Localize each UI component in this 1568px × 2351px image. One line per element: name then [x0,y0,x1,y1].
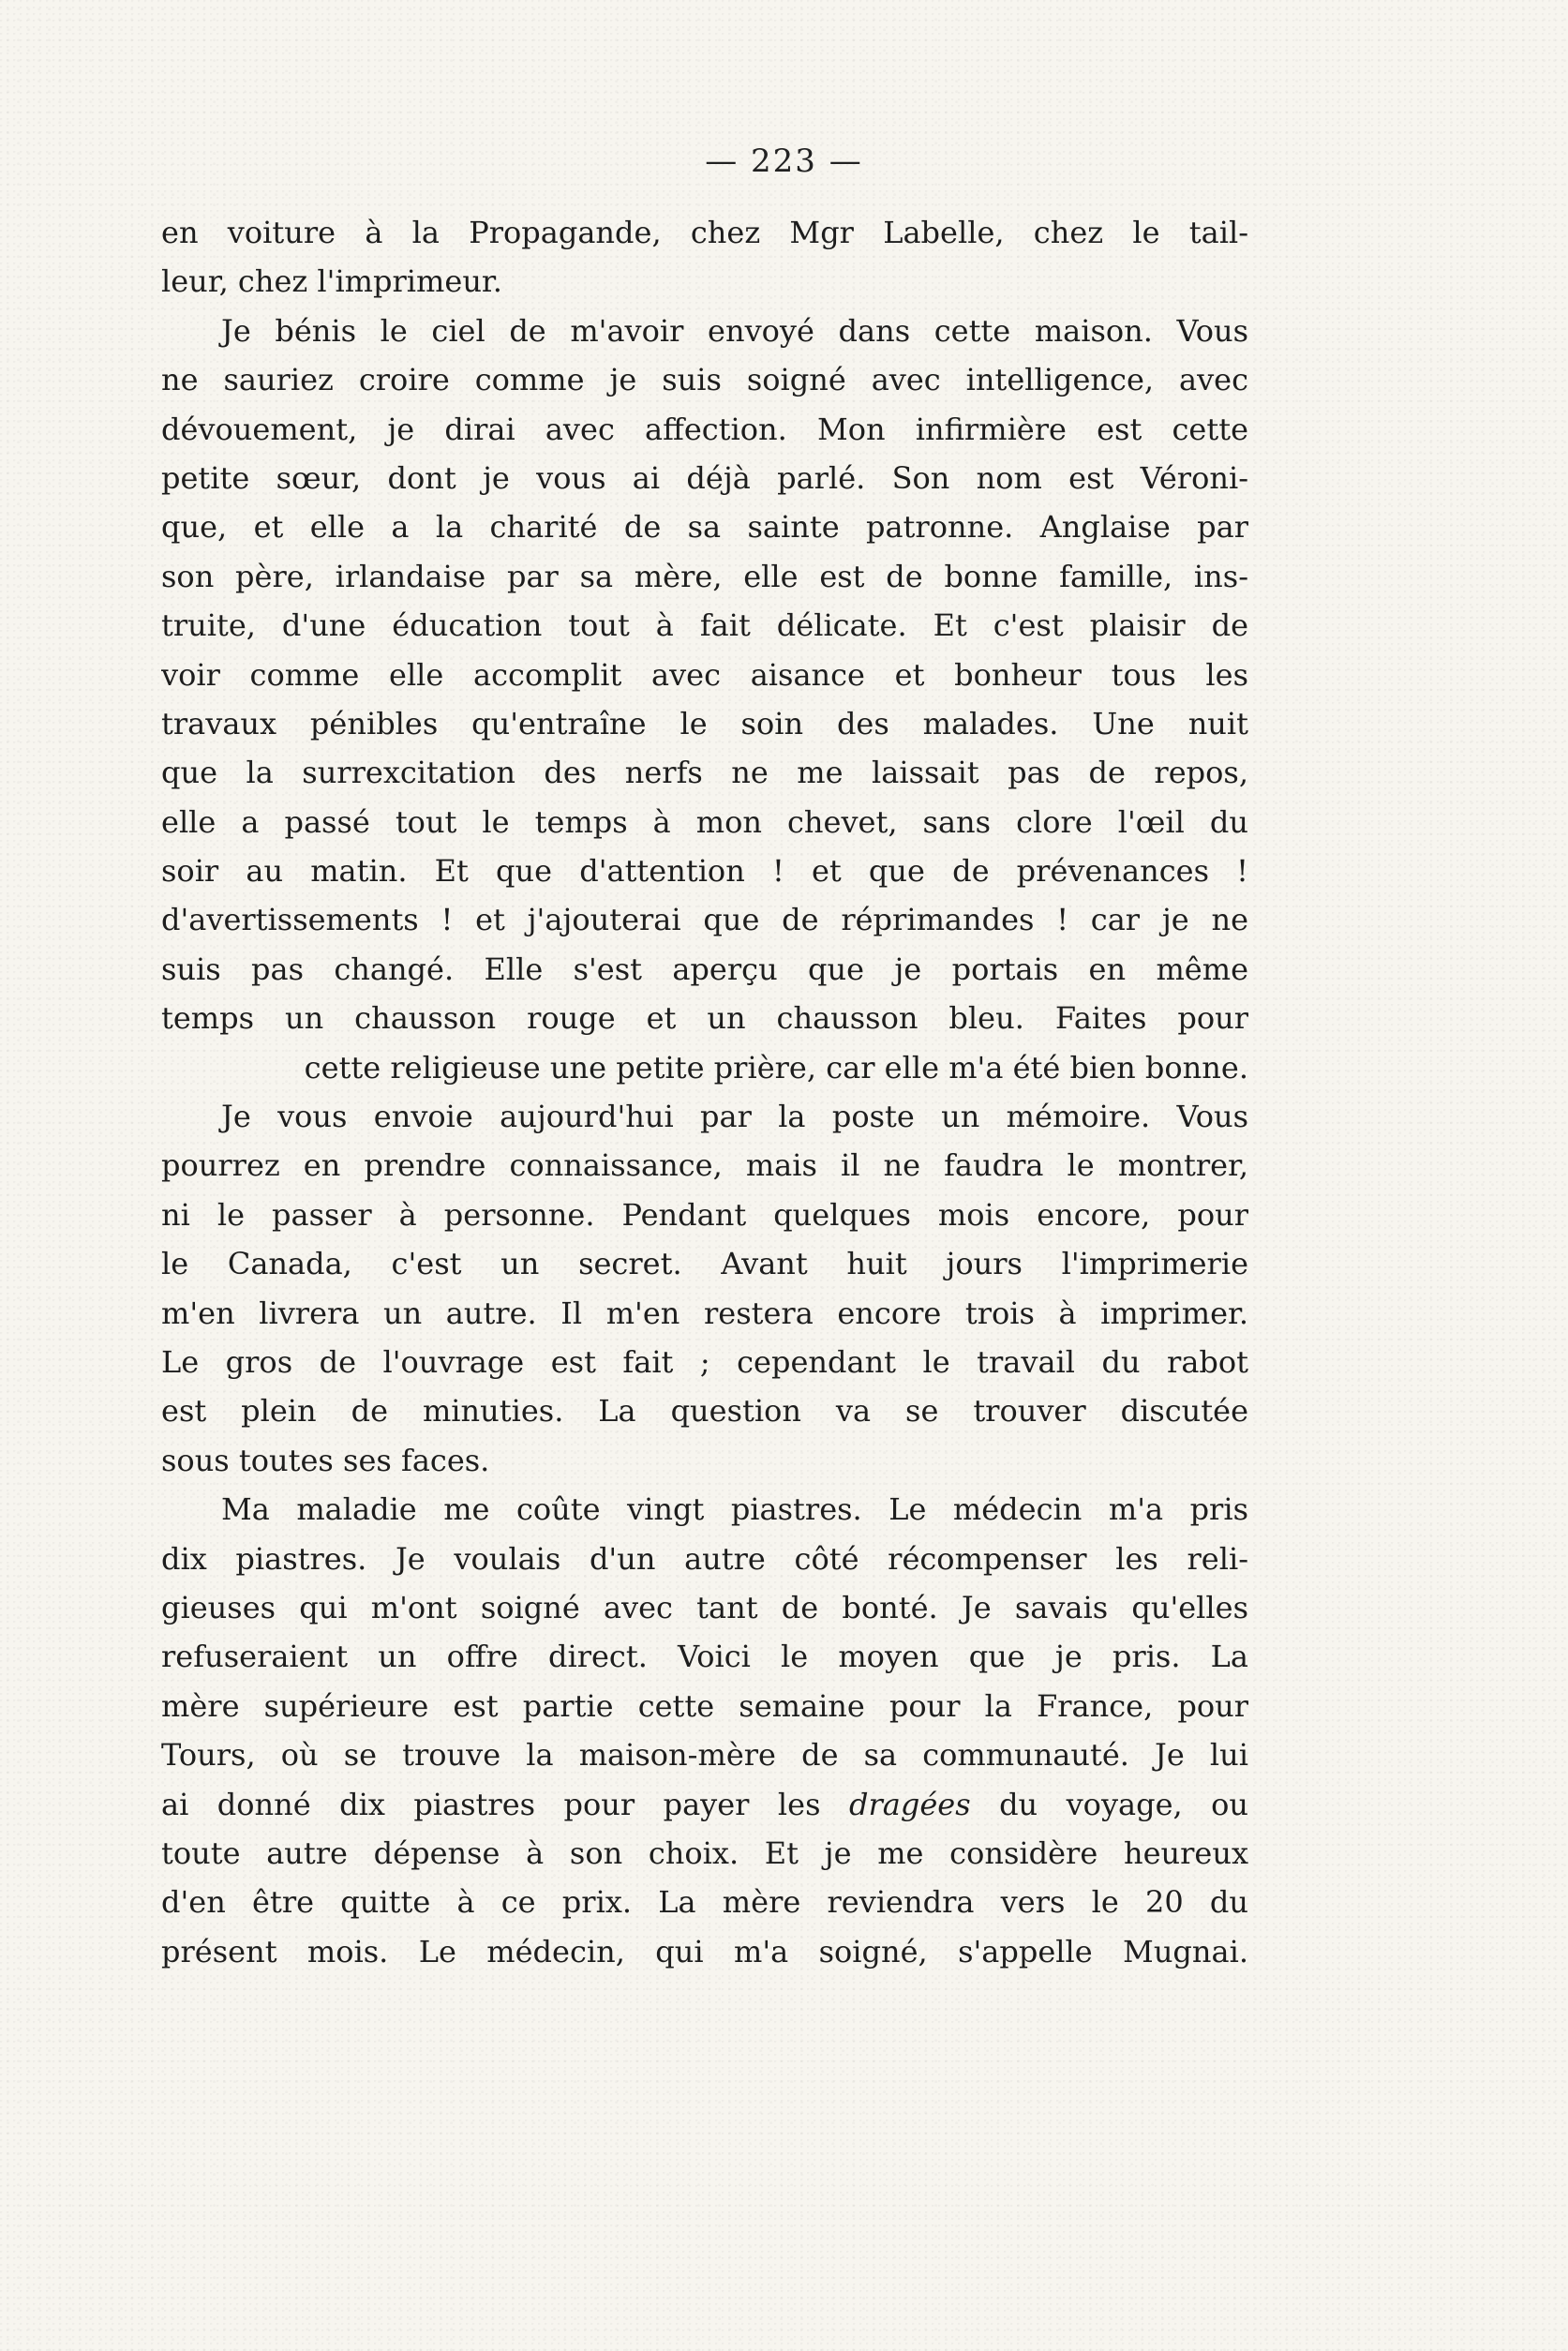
text-line: truite, d'une éducation tout à fait délicate. Et c'est plaisir de [161,607,1248,644]
paragraph-1 [161,208,1248,307]
text-line: présent mois. Le médecin, qui m'a soigné, s'appelle Mugnai. [161,1933,1248,1969]
text-line: petite sœur, dont je vous ai déjà parlé. Son nom est Véroni- [161,459,1248,496]
text-line: d'avertissements ! et j'ajouterai que de réprimandes ! car je ne [161,902,1248,938]
text-line: mère supérieure est partie cette semaine pour la France, pour [161,1687,1248,1724]
text-line: cette religieuse une petite prière, car elle m'a été bien bonne. [304,1049,1248,1086]
text-line: soir au matin. Et que d'attention ! et que de prévenances ! [161,853,1248,890]
text-line: en voiture à la Propagande, chez Mgr Labelle, chez le tail- [161,215,1248,250]
text-line: m'en livrera un autre. Il m'en restera encore trois à imprimer. [161,1295,1248,1331]
text-line: suis pas changé. Elle s'est aperçu que je portais en même [161,951,1248,987]
text-line: Le gros de l'ouvrage est fait ; cependant le travail du rabot [161,1343,1248,1380]
text-line: travaux pénibles qu'entraîne le soin des malades. Une nuit [161,705,1248,741]
text-line: voir comme elle accomplit avec aisance et bonheur tous les [161,656,1248,693]
text-line: toute autre dépense à son choix. Et je me considère heureux [161,1834,1248,1871]
text-line: leur, chez l'imprimeur. [161,263,502,300]
body-text [161,208,1248,1976]
text-line: dévouement, je dirai avec affection. Mon infirmière est cette [161,411,1248,447]
text-line: ne sauriez croire comme je suis soigné avec intelligence, avec [161,362,1248,398]
page-number: — 223 — [705,142,863,180]
paragraph-4 [161,1485,1248,1976]
text-line: le Canada, c'est un secret. Avant huit jours l'imprimerie [161,1246,1248,1282]
text-line: son père, irlandaise par sa mère, elle est de bonne famille, ins- [161,558,1248,594]
italic-word: dragées [848,1786,971,1822]
text-line: pourrez en prendre connaissance, mais il ne faudra le montrer, [161,1147,1248,1184]
text-line: sous toutes ses faces. [161,1442,490,1478]
text-line: que la surrexcitation des nerfs ne me laissait pas de repos, [161,755,1248,791]
text-line: elle a passé tout le temps à mon chevet, sans clore l'œil du [161,803,1248,840]
paragraph-3 [161,1092,1248,1485]
text-line: d'en être quitte à ce prix. La mère reviendra vers le 20 du [161,1884,1248,1921]
text-line: Je bénis le ciel de m'avoir envoyé dans cette maison. Vous [221,312,1248,349]
text-line: temps un chausson rouge et un chausson bleu. Faites pour [161,1000,1248,1037]
text-line-with-italic [161,1780,1248,1829]
paragraph-2 [161,307,1248,1092]
text-line: refuseraient un offre direct. Voici le moyen que je pris. La [161,1639,1248,1675]
text-line: dix piastres. Je voulais d'un autre côté récompenser les reli- [161,1540,1248,1577]
text-line: ni le passer à personne. Pendant quelques mois encore, pour [161,1196,1248,1233]
text-line: est plein de minuties. La question va se trouver discutée [161,1393,1248,1430]
text-line: gieuses qui m'ont soigné avec tant de bonté. Je savais qu'elles [161,1589,1248,1625]
text-line: Ma maladie me coûte vingt piastres. Le médecin m'a pris [221,1491,1248,1528]
text-line: que, et elle a la charité de sa sainte patronne. Anglaise par [161,509,1248,546]
text-span: ai donné dix piastres pour payer les [161,1786,821,1822]
text-span: du voyage, ou [999,1786,1248,1822]
text-line: Je vous envoie aujourd'hui par la poste un mémoire. Vous [221,1099,1248,1135]
text-line: Tours, où se trouve la maison-mère de sa communauté. Je lui [161,1737,1248,1774]
